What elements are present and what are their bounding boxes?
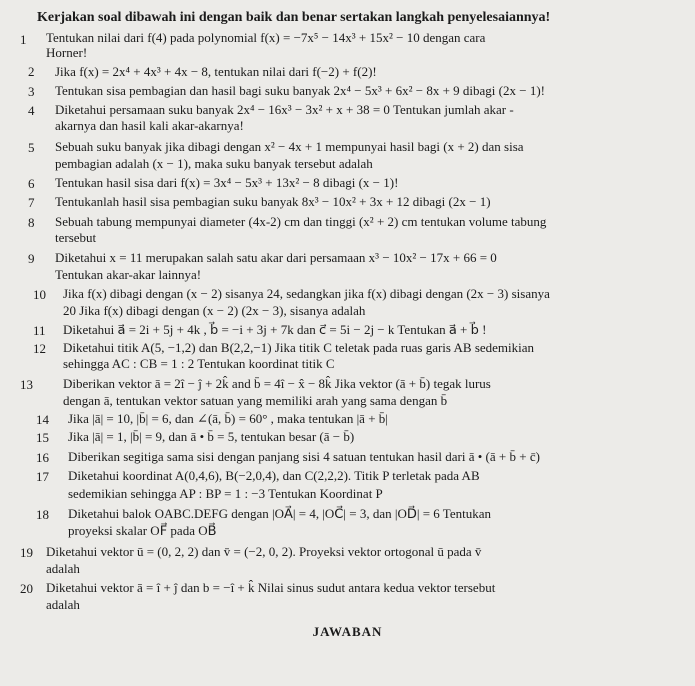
question-text: 20 Jika f(x) dibagi dengan (x − 2) (2x − 3), sisanya adalah <box>63 303 366 318</box>
question-text: Tentukan nilai dari f(4) pada polynomial f(x) = −7x⁵ − 14x³ + 15x² − 10 dengan cara <box>46 30 486 45</box>
question-text: adalah <box>46 561 80 576</box>
question-text: Tentukan akar-akar lainnya! <box>55 267 202 282</box>
question-text: Diketahui a⃗ = 2i + 5j + 4k , b⃗ = −i + 3j + 7k dan c⃗ = 5i − 2j − k Tentukan a⃗ + b⃗ ! <box>63 322 487 337</box>
question-text: Diketahui persamaan suku banyak 2x⁴ − 16x³ − 3x² + x + 38 = 0 Tentukan jumlah akar - <box>55 102 514 117</box>
question-text: Diketahui vektor ū = (0, 2, 2) dan v̄ = (−2, 0, 2). Proyeksi vektor ortogonal ū pada v̄ <box>46 544 482 559</box>
question-number: 14 <box>36 412 49 427</box>
question-text: Jika f(x) = 2x⁴ + 4x³ + 4x − 8, tentukan nilai dari f(−2) + f(2)! <box>55 64 377 79</box>
answer-heading: JAWABAN <box>312 624 383 639</box>
question-number: 16 <box>36 450 49 465</box>
question-text: Jika |ā| = 10, |b̄| = 6, dan ∠(ā, b̄) = 60° , maka tentukan |ā + b̄| <box>68 411 388 426</box>
question-text: Tentukan hasil sisa dari f(x) = 3x⁴ − 5x³ + 13x² − 8 dibagi (x − 1)! <box>55 175 399 190</box>
question-number: 6 <box>28 176 35 191</box>
question-text: Sebuah suku banyak jika dibagi dengan x² − 4x + 1 mempunyai hasil bagi (x + 2) dan sisa <box>55 139 524 154</box>
question-text: Tentukan sisa pembagian dan hasil bagi suku banyak 2x⁴ − 5x³ + 6x² − 8x + 9 dibagi (2x − 1)! <box>55 83 545 98</box>
question-text: Diberikan vektor ā = 2î − ĵ + 2k̂ and b̄ = 4î − x̂ − 8k̂ Jika vektor (ā + b̄) tegak lurus <box>63 376 491 391</box>
question-text: sedemikian sehingga AP : BP = 1 : −3 Tentukan Koordinat P <box>68 486 383 501</box>
question-number: 11 <box>33 323 46 338</box>
question-text: Diketahui x = 11 merupakan salah satu akar dari persamaan x³ − 10x² − 17x + 66 = 0 <box>55 250 497 265</box>
question-number: 13 <box>20 377 33 392</box>
question-number: 19 <box>20 545 33 560</box>
question-text: Diketahui koordinat A(0,4,6), B(−2,0,4), dan C(2,2,2). Titik P terletak pada AB <box>68 468 480 483</box>
question-number: 20 <box>20 581 33 596</box>
question-text: pembagian adalah (x − 1), maka suku banyak tersebut adalah <box>55 156 373 171</box>
question-number: 5 <box>28 140 35 155</box>
question-text: akarnya dan hasil kali akar-akarnya! <box>55 118 244 133</box>
question-text: Tentukanlah hasil sisa pembagian suku banyak 8x³ − 10x² + 3x + 12 dibagi (2x − 1) <box>55 194 491 209</box>
question-text: Jika f(x) dibagi dengan (x − 2) sisanya 24, sedangkan jika f(x) dibagi dengan (2x − 3) sisanya <box>63 286 550 301</box>
question-number: 7 <box>28 195 35 210</box>
question-text: Diketahui balok OABC.DEFG dengan |OA⃗| = 4, |OC⃗| = 3, dan |OD⃗| = 6 Tentukan <box>68 506 491 521</box>
question-text: adalah <box>46 597 80 612</box>
question-text: proyeksi skalar OF⃗ pada OB⃗ <box>68 523 217 538</box>
question-text: tersebut <box>55 230 97 245</box>
question-text: Diketahui titik A(5, −1,2) dan B(2,2,−1) Jika titik C teletak pada ruas garis AB sedemikian <box>63 340 535 355</box>
question-number: 3 <box>28 84 35 99</box>
question-number: 2 <box>28 64 35 79</box>
question-number: 17 <box>36 469 49 484</box>
question-text: sehingga AC : CB = 1 : 2 Tentukan koordinat titik C <box>63 356 335 371</box>
question-text: Horner! <box>46 45 88 60</box>
question-number: 15 <box>36 430 49 445</box>
instruction-heading: Kerjakan soal dibawah ini dengan baik dan benar sertakan langkah penyelesaiannya! <box>37 10 551 25</box>
question-text: Sebuah tabung mempunyai diameter (4x-2) cm dan tinggi (x² + 2) cm tentukan volume tabung <box>55 214 547 229</box>
question-text: Diketahui vektor ā = î + ĵ dan b = −î + k̂ Nilai sinus sudut antara kedua vektor tersebut <box>46 580 496 595</box>
question-number: 10 <box>33 287 46 302</box>
question-number: 9 <box>28 251 35 266</box>
question-text: dengan ā, tentukan vektor satuan yang memiliki arah yang sama dengan b̄ <box>63 393 448 408</box>
question-number: 12 <box>33 341 46 356</box>
question-number: 4 <box>28 103 35 118</box>
question-number: 1 <box>20 32 27 47</box>
question-text: Diberikan segitiga sama sisi dengan panjang sisi 4 satuan tentukan hasil dari ā • (ā + b̄ + c̄) <box>68 449 540 464</box>
question-number: 8 <box>28 215 35 230</box>
question-number: 18 <box>36 507 49 522</box>
question-text: Jika |ā| = 1, |b̄| = 9, dan ā • b̄ = 5, tentukan besar (ā − b̄) <box>68 429 355 444</box>
